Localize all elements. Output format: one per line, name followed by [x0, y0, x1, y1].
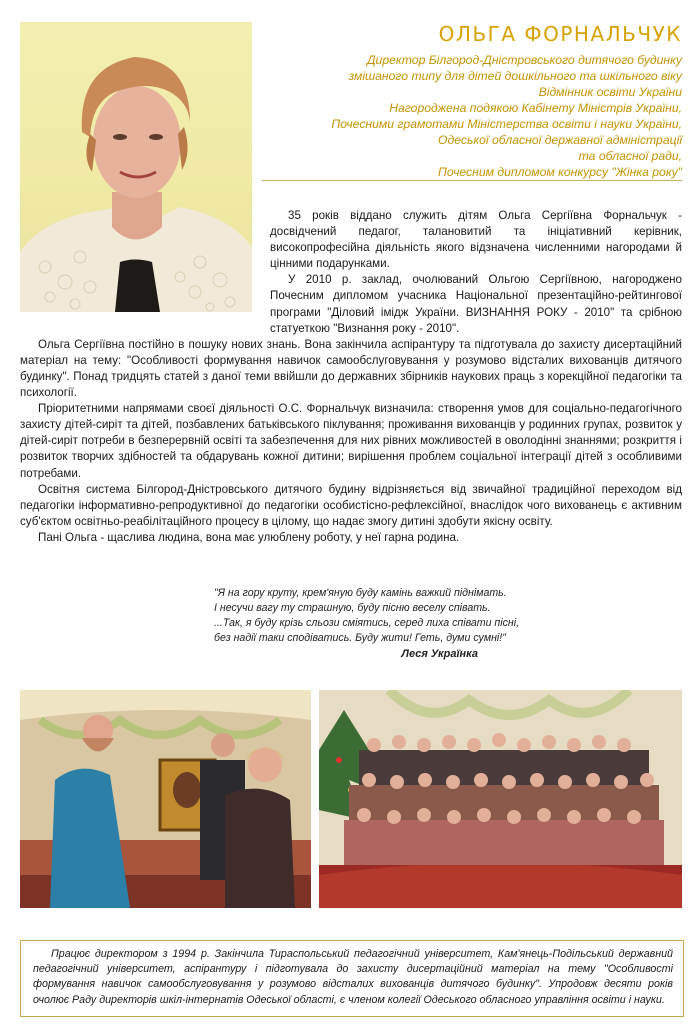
portrait-spacer: [20, 208, 270, 328]
career-summary-box: [20, 940, 684, 1017]
quote-line: І несучи вагу ту страшную, буду пісню веселу співать.: [214, 602, 491, 614]
title-line: Нагороджена подякою Кабінету Міністрів України,: [389, 101, 682, 115]
ceremony-photo: [20, 690, 311, 908]
title-line: Почесними грамотами Міністерства освіти і науки України,: [331, 117, 682, 131]
title-line: Почесним дипломом конкурсу "Жінка року": [262, 164, 682, 181]
title-line: та обласної ради,: [578, 149, 682, 163]
person-name: ОЛЬГА ФОРНАЛЬЧУК: [438, 22, 682, 46]
epigraph-quote: [214, 586, 534, 662]
paragraph: Ольга Сергіївна постійно в пошуку нових знань. Вона закінчила аспірантуру та підготувала до захисту дисертаційний матеріал на тему: "Особливості формування навичок самообслуговування у розумово відсталих вихованців дитячого будинку". Понад тридцять статей з даної теми ввійшли до державних збірників наукових праць з корекційної педагогіки та психології.: [20, 337, 682, 400]
paragraph: У 2010 р. заклад, очолюваний Ольгою Сергіївною, нагороджено Почесним дипломом учасника Національної презентаційно-рейтингової програми "Діловий імідж України. ВИЗНАННЯ РОКУ - 2010" та срібною статуеткою "Визнання року - 2010".: [270, 273, 682, 335]
quote-author: Леся Українка: [401, 648, 478, 660]
paragraph: 35 років віддано служить дітям Ольга Сергіївна Форнальчук - досвідчений педагог, талановитий та ініціативний керівник, високопрофесійна діяльність якого відзначена численними нагородами й цінними подарунками.: [270, 209, 682, 271]
title-line: змішаного типу для дітей дошкільного та шкільного віку: [348, 69, 682, 83]
title-line: Директор Білгород-Дністровського дитячого будинку: [366, 53, 682, 67]
title-line: Відмінник освіти України: [538, 85, 682, 99]
quote-line: без надії таки сподіватись. Буду жити! Геть, думи сумні!": [214, 632, 506, 644]
paragraph: Пріоритетними напрямами своєї діяльності О.С. Форнальчук визначила: створення умов для соціально-педагогічного захисту дітей-сиріт та дітей, позбавлених батьківського піклування; проживання вихованців у родинних групах, розвиток у дітей-сиріт потреби в безперервній освіті та забезпечення для них рівних можливостей в оволодінні знаннями; розкриття і розвиток творчих здібностей та обдарувань кожної дитини; вирішення проблем соціальної інтеграції дітей з особливими потребами.: [20, 402, 682, 480]
group-photo: [319, 690, 682, 908]
paragraph: Пані Ольга - щаслива людина, вона має улюблену роботу, у неї гарна родина.: [38, 530, 460, 544]
quote-line: ...Так, я буду крізь сльози сміятись, серед лиха співати пісні,: [214, 617, 520, 629]
quote-line: "Я на гору круту, крем'яную буду камінь важкий піднімать.: [214, 587, 507, 599]
paragraph: Освітня система Білгород-Дністровського дитячого будину відрізняється від звичайної традиційної переходом від педагогіки інформативно-репродуктивної до педагогіки особистісно-рефлексійної, внаслідок чого вихованець є активним суб'єктом освітньо-реабілітаційного процесу в цілому, що надає змогу дитині здобути якісну освіту.: [20, 482, 682, 528]
career-summary-text: Працює директором з 1994 р. Закінчила Тираспольський педагогічний університет, Кам'янець-Подільський державний педагогічний університет, аспірантуру і підготувала до захисту дисертаційний матеріал на тему "Особливості формування навичок самообслуговування у розумово відсталих вихованців дитячого будинку". Упродовж десяти років очолює Раду директорів шкіл-інтернатів Одеської області, є членом колегії Одеського обласного управління освіти і науки.: [33, 948, 673, 1006]
titles-list: [262, 52, 682, 181]
biography-text: [20, 208, 682, 546]
header: [262, 22, 682, 181]
title-line: Одеської обласної державної адміністрації: [438, 133, 682, 147]
